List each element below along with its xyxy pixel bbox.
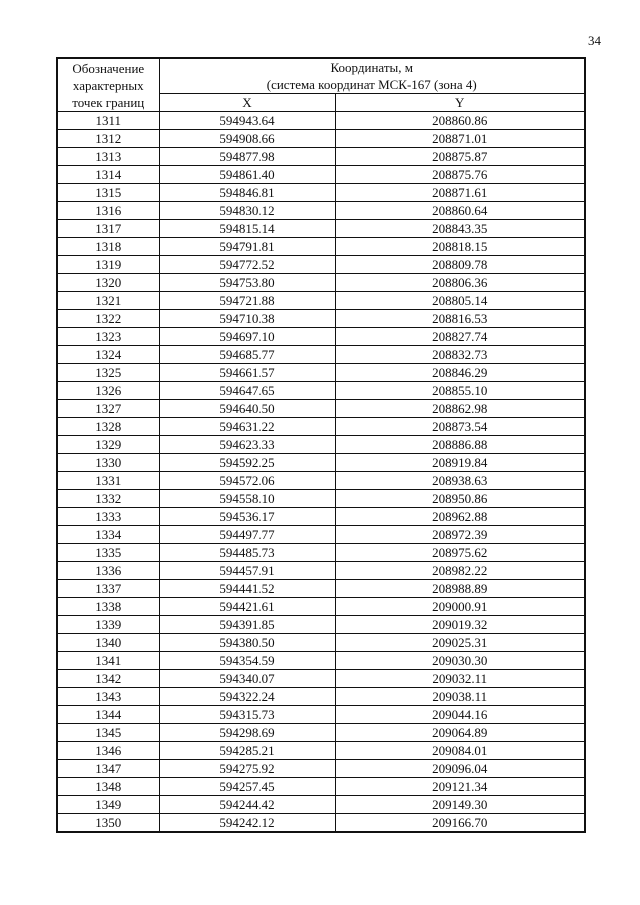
y-coordinate-cell: 208950.86 [335,490,585,508]
point-id-cell: 1319 [57,256,159,274]
table-row [57,670,585,688]
table-row [57,382,585,400]
point-id-cell: 1324 [57,346,159,364]
x-coordinate-cell: 594753.80 [159,274,335,292]
y-coordinate-cell: 209038.11 [335,688,585,706]
point-id-cell: 1316 [57,202,159,220]
table-row [57,472,585,490]
y-coordinate-cell: 209064.89 [335,724,585,742]
table-row [57,742,585,760]
x-coordinate-cell: 594497.77 [159,526,335,544]
table-row [57,526,585,544]
designation-header-line: Обозначение [72,60,145,76]
point-id-cell: 1345 [57,724,159,742]
table-row [57,364,585,382]
table-row [57,796,585,814]
designation-header-line: характерных [72,77,144,93]
x-coordinate-cell: 594908.66 [159,130,335,148]
table-row [57,616,585,634]
point-id-cell: 1317 [57,220,159,238]
x-coordinate-cell: 594661.57 [159,364,335,382]
x-coordinate-cell: 594391.85 [159,616,335,634]
x-coordinate-cell: 594772.52 [159,256,335,274]
table-row [57,292,585,310]
y-coordinate-cell: 208988.89 [335,580,585,598]
point-id-cell: 1313 [57,148,159,166]
table-row [57,634,585,652]
point-id-cell: 1342 [57,670,159,688]
y-column-header: Y [335,94,585,112]
table-row [57,652,585,670]
y-coordinate-cell: 208919.84 [335,454,585,472]
y-coordinate-cell: 208982.22 [335,562,585,580]
y-coordinate-cell: 208875.87 [335,148,585,166]
table-row [57,688,585,706]
y-coordinate-cell: 208805.14 [335,292,585,310]
x-coordinate-cell: 594623.33 [159,436,335,454]
x-coordinate-cell: 594285.21 [159,742,335,760]
y-coordinate-cell: 208860.86 [335,112,585,130]
point-id-cell: 1336 [57,562,159,580]
point-id-cell: 1320 [57,274,159,292]
x-coordinate-cell: 594815.14 [159,220,335,238]
y-coordinate-cell: 209032.11 [335,670,585,688]
x-coordinate-cell: 594558.10 [159,490,335,508]
x-column-header: X [159,94,335,112]
coordinates-header [159,58,585,94]
header-row-top [57,58,585,94]
point-id-cell: 1350 [57,814,159,833]
point-id-cell: 1348 [57,778,159,796]
table-row [57,130,585,148]
table-row [57,112,585,130]
y-coordinate-cell: 209096.04 [335,760,585,778]
x-coordinate-cell: 594354.59 [159,652,335,670]
table-row [57,778,585,796]
point-id-cell: 1338 [57,598,159,616]
x-coordinate-cell: 594257.45 [159,778,335,796]
point-id-cell: 1321 [57,292,159,310]
coordinates-table [56,57,586,833]
x-coordinate-cell: 594485.73 [159,544,335,562]
x-coordinate-cell: 594791.81 [159,238,335,256]
x-coordinate-cell: 594421.61 [159,598,335,616]
x-coordinate-cell: 594536.17 [159,508,335,526]
table-row [57,202,585,220]
point-id-cell: 1331 [57,472,159,490]
x-coordinate-cell: 594647.65 [159,382,335,400]
x-coordinate-cell: 594685.77 [159,346,335,364]
y-coordinate-cell: 209030.30 [335,652,585,670]
point-id-cell: 1335 [57,544,159,562]
x-coordinate-cell: 594830.12 [159,202,335,220]
y-coordinate-cell: 208975.62 [335,544,585,562]
x-coordinate-cell: 594861.40 [159,166,335,184]
table-row [57,328,585,346]
table-row [57,454,585,472]
y-coordinate-cell: 208860.64 [335,202,585,220]
x-coordinate-cell: 594441.52 [159,580,335,598]
y-coordinate-cell: 208843.35 [335,220,585,238]
y-coordinate-cell: 208846.29 [335,364,585,382]
point-id-cell: 1311 [57,112,159,130]
table-row [57,238,585,256]
table-row [57,220,585,238]
y-coordinate-cell: 208871.01 [335,130,585,148]
y-coordinate-cell: 208886.88 [335,436,585,454]
x-coordinate-cell: 594697.10 [159,328,335,346]
x-coordinate-cell: 594457.91 [159,562,335,580]
y-coordinate-cell: 208962.88 [335,508,585,526]
table-row [57,418,585,436]
table-row [57,814,585,833]
table-row [57,760,585,778]
table-row [57,274,585,292]
table-row [57,148,585,166]
y-coordinate-cell: 208871.61 [335,184,585,202]
table-row [57,400,585,418]
coordinates-header-title: Координаты, м [330,60,413,75]
table-header [57,58,585,112]
x-coordinate-cell: 594721.88 [159,292,335,310]
table-body [57,112,585,833]
y-coordinate-cell: 208816.53 [335,310,585,328]
point-id-cell: 1334 [57,526,159,544]
point-id-cell: 1346 [57,742,159,760]
y-coordinate-cell: 209121.34 [335,778,585,796]
point-id-cell: 1332 [57,490,159,508]
y-coordinate-cell: 209166.70 [335,814,585,833]
x-coordinate-cell: 594640.50 [159,400,335,418]
y-coordinate-cell: 209000.91 [335,598,585,616]
point-id-cell: 1339 [57,616,159,634]
x-coordinate-cell: 594275.92 [159,760,335,778]
x-coordinate-cell: 594380.50 [159,634,335,652]
y-coordinate-cell: 209044.16 [335,706,585,724]
x-coordinate-cell: 594710.38 [159,310,335,328]
y-coordinate-cell: 208855.10 [335,382,585,400]
point-id-cell: 1326 [57,382,159,400]
point-id-cell: 1330 [57,454,159,472]
x-coordinate-cell: 594631.22 [159,418,335,436]
x-coordinate-cell: 594340.07 [159,670,335,688]
table-row [57,490,585,508]
table-row [57,184,585,202]
x-coordinate-cell: 594846.81 [159,184,335,202]
point-id-cell: 1312 [57,130,159,148]
designation-header [57,58,159,112]
x-coordinate-cell: 594298.69 [159,724,335,742]
point-id-cell: 1318 [57,238,159,256]
table-row [57,544,585,562]
point-id-cell: 1347 [57,760,159,778]
table-row [57,508,585,526]
table-row [57,706,585,724]
y-coordinate-cell: 209025.31 [335,634,585,652]
table-row [57,346,585,364]
point-id-cell: 1349 [57,796,159,814]
table-row [57,310,585,328]
y-coordinate-cell: 208832.73 [335,346,585,364]
x-coordinate-cell: 594244.42 [159,796,335,814]
y-coordinate-cell: 208938.63 [335,472,585,490]
designation-header-line: точек границ [72,94,145,110]
point-id-cell: 1340 [57,634,159,652]
point-id-cell: 1341 [57,652,159,670]
point-id-cell: 1328 [57,418,159,436]
page-number: 34 [588,33,601,48]
point-id-cell: 1343 [57,688,159,706]
point-id-cell: 1337 [57,580,159,598]
point-id-cell: 1329 [57,436,159,454]
y-coordinate-cell: 208972.39 [335,526,585,544]
point-id-cell: 1314 [57,166,159,184]
x-coordinate-cell: 594592.25 [159,454,335,472]
coordinates-header-system: (система координат МСК-167 (зона 4) [266,77,477,92]
y-coordinate-cell: 208862.98 [335,400,585,418]
y-coordinate-cell: 208873.54 [335,418,585,436]
table-row [57,724,585,742]
y-coordinate-cell: 209084.01 [335,742,585,760]
y-coordinate-cell: 208827.74 [335,328,585,346]
point-id-cell: 1333 [57,508,159,526]
table-row [57,562,585,580]
y-coordinate-cell: 209019.32 [335,616,585,634]
y-coordinate-cell: 208806.36 [335,274,585,292]
x-coordinate-cell: 594877.98 [159,148,335,166]
x-coordinate-cell: 594242.12 [159,814,335,833]
y-coordinate-cell: 208818.15 [335,238,585,256]
y-coordinate-cell: 208809.78 [335,256,585,274]
point-id-cell: 1323 [57,328,159,346]
x-coordinate-cell: 594315.73 [159,706,335,724]
point-id-cell: 1327 [57,400,159,418]
x-coordinate-cell: 594572.06 [159,472,335,490]
table-row [57,256,585,274]
x-coordinate-cell: 594322.24 [159,688,335,706]
x-coordinate-cell: 594943.64 [159,112,335,130]
table-row [57,166,585,184]
point-id-cell: 1315 [57,184,159,202]
y-coordinate-cell: 208875.76 [335,166,585,184]
table-row [57,436,585,454]
y-coordinate-cell: 209149.30 [335,796,585,814]
point-id-cell: 1344 [57,706,159,724]
point-id-cell: 1325 [57,364,159,382]
table-row [57,598,585,616]
table-row [57,580,585,598]
point-id-cell: 1322 [57,310,159,328]
